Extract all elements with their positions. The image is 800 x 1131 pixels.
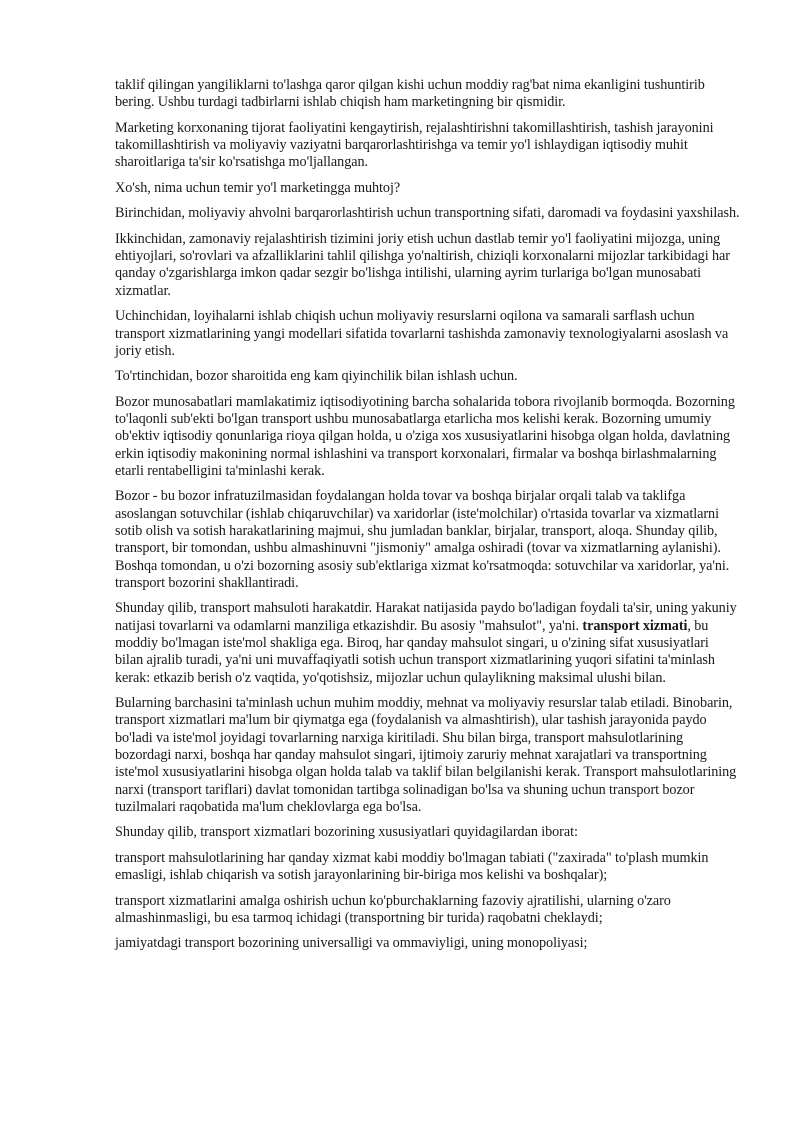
paragraph: To'rtinchidan, bozor sharoitida eng kam qiyinchilik bilan ishlash uchun.: [115, 368, 518, 385]
paragraph: Xo'sh, nima uchun temir yo'l marketingga muhtoj?: [115, 179, 401, 196]
paragraph: Marketing korxonaning tijorat faoliyatini kengaytirish, rejalashtirishni takomillashtirish, tashish jarayonini takomillashtirish va moliyaviy vaziyatni barqarorlashtirishga va temir yo'l ishlaydigan iqtisodiy muhit sharoitlariga ta'sir ko'rsatishga mo'ljallangan.: [115, 119, 714, 171]
paragraph: Birinchidan, moliyaviy ahvolni barqarorlashtirish uchun transportning sifati, daromadi va foydasini yaxshilash.: [115, 205, 740, 222]
list-paragraph: transport mahsulotlarining har qanday xizmat kabi moddiy bo'lmagan tabiati ("zaxirada" to'plash mumkin emasligi, ishlab chiqarish va sotish jarayonlarining bir-biriga mos kelishi va boshqalar);: [115, 849, 709, 884]
paragraph: Bozor - bu bozor infratuzilmasidan foydalangan holda tovar va boshqa birjalar orqali talab va taklifga asoslangan sotuvchilar (ishlab chiqaruvchilar) va xaridorlar (iste'molchilar) o'rtasida tovarlar va xizmatlarni sotib olish va sotish harakatlarining majmui, shu jumladan banklar, birjalar, transport, aloqa. Shunday qilib, transport, bir tomondan, ushbu almashinuvni "jismoniy" amalga oshiradi (tovar va xizmatlarning aylanishi). Boshqa tomondan, u o'zi bozorning asosiy sub'ektlariga xizmat ko'rsatmoqda: sotuvchilar va xaridorlar, ya'ni. transport bozorini shakllantiradi.: [115, 488, 730, 591]
document-page: [115, 77, 740, 961]
paragraph: Uchinchidan, loyihalarni ishlab chiqish uchun moliyaviy resurslarni oqilona va samarali sarflash uchun transport xizmatlarining yangi modellari sifatida tovarlarni tashishda zamonaviy texnologiyalarni asoslash va joriy etish.: [115, 308, 729, 359]
paragraph: Bozor munosabatlari mamlakatimiz iqtisodiyotining barcha sohalarida tobora rivojlanib bormoqda. Bozorning to'laqonli sub'ekti bo'lgan transport ushbu munosabatlarga etarlicha mos kelishi kerak. Bozorning umumiy ob'ektiv iqtisodiy qonunlariga rioya qilgan holda, u o'ziga xos xususiyatlarini hisobga olgan holda, davlatning erkin iqtisodiy makonining normal ishlashini va transport korxonalari, firmalar va boshqa birlashmalarning etarli rentabelligini ta'minlashi kerak.: [115, 393, 735, 479]
bold-term: transport xizmati: [582, 617, 688, 634]
paragraph: Shunday qilib, transport xizmatlari bozorining xususiyatlari quyidagilardan iborat:: [115, 824, 578, 841]
paragraph: Ikkinchidan, zamonaviy rejalashtirish tizimini joriy etish uchun dastlab temir yo'l faoliyatini mijozga, uning ehtiyojlari, so'rovlari va afzalliklarini tahlil qilishga yo'naltirish, chiziqli korxonalarni mijozlar tarkibidagi har qanday o'zgarishlarga imkon qadar sezgir bo'lishga intilishi, ularning ayrim turlariga bo'lgan munosabati xizmatlar.: [115, 230, 730, 299]
paragraph-text-before: Shunday qilib, transport mahsuloti harakatdir. Harakat natijasida paydo bo'ladigan foydali ta'sir, uning yakuniy natijasi tovarlarni va odamlarni manziliga etkazishdir. Bu asosiy "mahsulot", ya'ni.: [115, 600, 737, 634]
paragraph: Bularning barchasini ta'minlash uchun muhim moddiy, mehnat va moliyaviy resurslar talab etiladi. Binobarin, transport xizmatlari ma'lum bir qiymatga ega (foydalanish va almashtirish), ular tashish jarayonida paydo bo'ladi va iste'mol joyidagi tovarlarning narxiga kiritiladi. Shu bilan birga, transport mahsulotlarining bozordagi narxi, boshqa har qanday mahsulot singari, ijtimoiy zaruriy mehnat xarajatlari va transportning iste'mol xususiyatlarini hisobga olgan holda talab va taklif bilan belgilanishi kerak. Transport mahsulotlarining narxi (transport tariflari) davlat tomonidan tartibga solinadigan bo'lsa va shuning uchun transport bozor tuzilmalari raqobatida ma'lum cheklovlarga ega bo'lsa.: [115, 695, 737, 815]
list-paragraph: transport xizmatlarini amalga oshirish uchun ko'pburchaklarning fazoviy ajratilishi, ularning o'zaro almashinmasligi, bu esa tarmoq ichidagi (transportning bir turida) raqobatni cheklaydi;: [115, 892, 671, 926]
list-paragraph: jamiyatdagi transport bozorining universalligi va ommaviyligi, uning monopoliyasi;: [115, 935, 588, 952]
paragraph-with-bold-term: [115, 600, 740, 686]
paragraph: taklif qilingan yangiliklarni to'lashga qaror qilgan kishi uchun moddiy rag'bat nima ekanligini tushuntirib bering. Ushbu turdagi tadbirlarni ishlab chiqish ham marketingning bir qismidir.: [115, 77, 705, 111]
paragraph-text-after: , bu moddiy bo'lmagan iste'mol shakliga ega. Biroq, har qanday mahsulot singari, u o'zining sifat xususiyatlari bilan ajralib turadi, ya'ni uni muvaffaqiyatli sotish uchun transport xizmatlarining yuqori sifatini ta'minlash kerak: etkazib berish o'z vaqtida, yo'qotishsiz, mijozlar uchun qulaylikning maksimal ulushi bilan.: [115, 617, 715, 686]
